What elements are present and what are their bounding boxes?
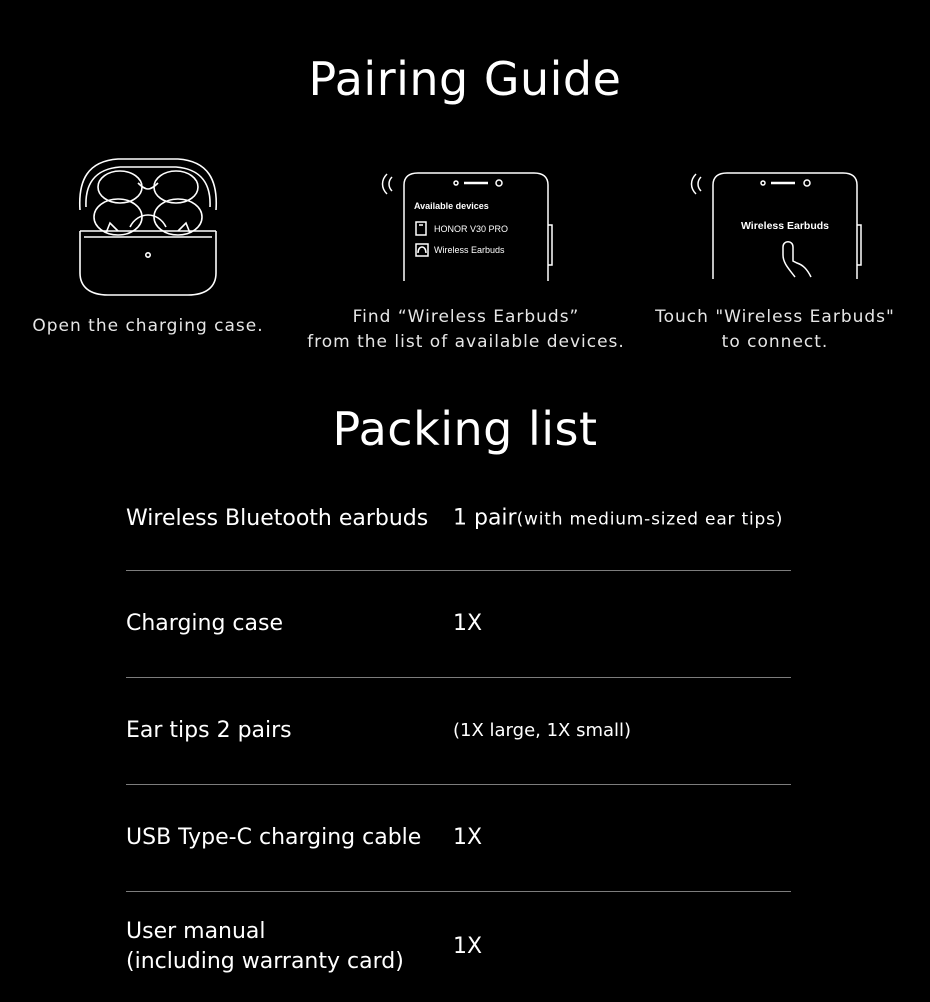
phone-icon bbox=[416, 222, 426, 235]
item-name: Charging case bbox=[126, 611, 283, 636]
item-quantity: (1X large, 1X small) bbox=[453, 720, 632, 741]
step-open-case bbox=[16, 155, 280, 339]
step-find-device bbox=[296, 165, 636, 355]
packing-list-title: Packing list bbox=[332, 402, 598, 456]
device-item-honor[interactable]: HONOR V30 PRO bbox=[434, 224, 509, 234]
packing-list bbox=[126, 468, 791, 1002]
device-item-earbuds[interactable]: Wireless Earbuds bbox=[434, 245, 505, 255]
list-item bbox=[126, 678, 791, 785]
item-quantity bbox=[453, 504, 783, 535]
item-quantity: 1X bbox=[453, 934, 483, 959]
item-name: USB Type-C charging cable bbox=[126, 825, 422, 850]
phone-tap-icon bbox=[685, 165, 865, 283]
item-name: User manual (including warranty card) bbox=[126, 919, 404, 974]
list-item bbox=[126, 785, 791, 892]
item-name: Wireless Bluetooth earbuds bbox=[126, 506, 429, 531]
quantity-value: 1 pair bbox=[453, 505, 517, 531]
available-devices-header: Available devices bbox=[414, 201, 489, 211]
list-item bbox=[126, 571, 791, 678]
item-quantity: 1X bbox=[453, 825, 483, 850]
quantity-note: (with medium-sized ear tips) bbox=[516, 509, 784, 530]
phone-device-list-icon bbox=[376, 165, 556, 283]
wireless-earbuds-label[interactable]: Wireless Earbuds bbox=[740, 220, 830, 232]
pairing-guide-title: Pairing Guide bbox=[308, 52, 622, 106]
step-1-caption: Open the charging case. bbox=[32, 316, 264, 336]
step-touch-device bbox=[640, 165, 910, 355]
step-3-caption: Touch "Wireless Earbuds" to connect. bbox=[655, 307, 895, 352]
item-name: Ear tips 2 pairs bbox=[126, 718, 292, 743]
list-item bbox=[126, 892, 791, 1002]
item-quantity: 1X bbox=[453, 611, 483, 636]
finger-icon bbox=[783, 242, 811, 277]
charging-case-icon bbox=[68, 155, 228, 300]
list-item bbox=[126, 468, 791, 571]
step-2-caption: Find “Wireless Earbuds” from the list of available devices. bbox=[307, 307, 625, 352]
